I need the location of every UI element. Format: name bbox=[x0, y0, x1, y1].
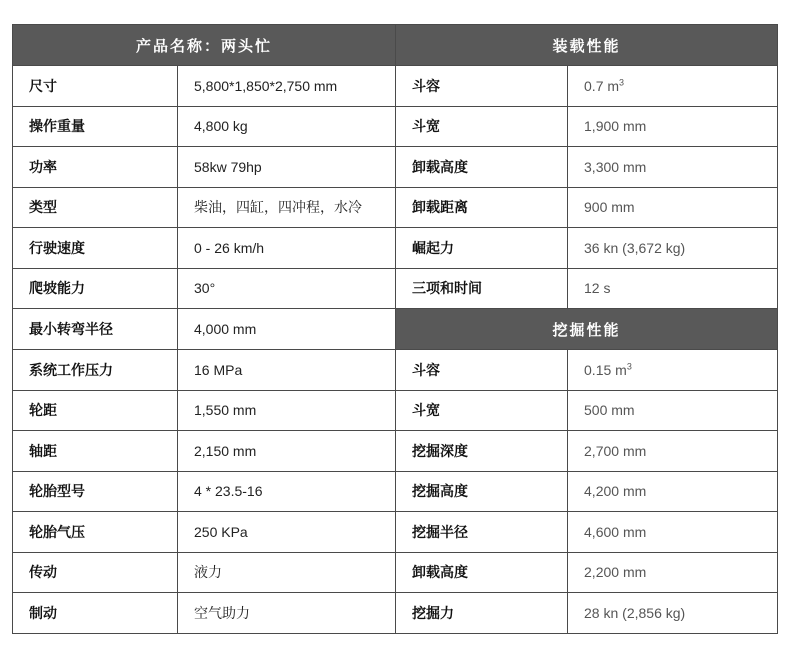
spec-value: 液力 bbox=[178, 552, 396, 593]
digging-value: 2,700 mm bbox=[568, 431, 778, 472]
loading-label: 三项和时间 bbox=[396, 268, 568, 309]
loading-performance-header: 装载性能 bbox=[396, 25, 778, 66]
digging-value-superscript: 3 bbox=[626, 361, 632, 372]
table-row bbox=[13, 228, 778, 269]
loading-value-superscript: 3 bbox=[619, 77, 625, 88]
spec-value: 30° bbox=[178, 268, 396, 309]
spec-value: 5,800*1,850*2,750 mm bbox=[178, 66, 396, 107]
spec-value: 空气助力 bbox=[178, 593, 396, 634]
digging-value: 28 kn (2,856 kg) bbox=[568, 593, 778, 634]
table-row bbox=[13, 268, 778, 309]
loading-value: 12 s bbox=[568, 268, 778, 309]
spec-label: 类型 bbox=[13, 187, 178, 228]
spec-value: 250 KPa bbox=[178, 512, 396, 553]
table-row bbox=[13, 147, 778, 188]
spec-label: 操作重量 bbox=[13, 106, 178, 147]
table-row bbox=[13, 552, 778, 593]
spec-label: 行驶速度 bbox=[13, 228, 178, 269]
table-row bbox=[13, 431, 778, 472]
table-header-row bbox=[13, 25, 778, 66]
spec-value: 4,000 mm bbox=[178, 309, 396, 350]
spec-label: 系统工作压力 bbox=[13, 350, 178, 391]
digging-label: 挖掘高度 bbox=[396, 471, 568, 512]
digging-value: 4,200 mm bbox=[568, 471, 778, 512]
table-row bbox=[13, 593, 778, 634]
digging-label: 斗容 bbox=[396, 350, 568, 391]
spec-label: 爬坡能力 bbox=[13, 268, 178, 309]
spec-value: 16 MPa bbox=[178, 350, 396, 391]
product-name-header: 产品名称：两头忙 bbox=[13, 25, 396, 66]
spec-value: 柴油，四缸，四冲程，水冷 bbox=[178, 187, 396, 228]
loading-label: 卸载高度 bbox=[396, 147, 568, 188]
spec-value: 4,800 kg bbox=[178, 106, 396, 147]
spec-label: 制动 bbox=[13, 593, 178, 634]
digging-label: 斗宽 bbox=[396, 390, 568, 431]
digging-value-text: 0.15 m bbox=[584, 361, 627, 378]
spec-table bbox=[12, 24, 778, 634]
loading-label: 崛起力 bbox=[396, 228, 568, 269]
loading-value: 1,900 mm bbox=[568, 106, 778, 147]
spec-label: 功率 bbox=[13, 147, 178, 188]
loading-value bbox=[568, 66, 778, 107]
spec-label: 尺寸 bbox=[13, 66, 178, 107]
digging-value: 500 mm bbox=[568, 390, 778, 431]
spec-label: 轴距 bbox=[13, 431, 178, 472]
table-row bbox=[13, 66, 778, 107]
table-row bbox=[13, 106, 778, 147]
spec-value: 1,550 mm bbox=[178, 390, 396, 431]
loading-value-text: 0.7 m bbox=[584, 77, 620, 94]
spec-label: 轮距 bbox=[13, 390, 178, 431]
spec-value: 4 * 23.5-16 bbox=[178, 471, 396, 512]
loading-label: 斗宽 bbox=[396, 106, 568, 147]
spec-label: 传动 bbox=[13, 552, 178, 593]
spec-label: 轮胎型号 bbox=[13, 471, 178, 512]
digging-label: 挖掘半径 bbox=[396, 512, 568, 553]
digging-performance-header: 挖掘性能 bbox=[396, 309, 778, 350]
loading-value: 900 mm bbox=[568, 187, 778, 228]
digging-value bbox=[568, 350, 778, 391]
table-row bbox=[13, 512, 778, 553]
table-row bbox=[13, 187, 778, 228]
spec-value: 0 - 26 km/h bbox=[178, 228, 396, 269]
spec-value: 58kw 79hp bbox=[178, 147, 396, 188]
spec-value: 2,150 mm bbox=[178, 431, 396, 472]
spec-label: 轮胎气压 bbox=[13, 512, 178, 553]
loading-label: 卸载距离 bbox=[396, 187, 568, 228]
loading-value: 3,300 mm bbox=[568, 147, 778, 188]
digging-label: 挖掘力 bbox=[396, 593, 568, 634]
loading-label: 斗容 bbox=[396, 66, 568, 107]
table-row bbox=[13, 471, 778, 512]
table-row bbox=[13, 350, 778, 391]
spec-label: 最小转弯半径 bbox=[13, 309, 178, 350]
loading-value: 36 kn (3,672 kg) bbox=[568, 228, 778, 269]
table-row bbox=[13, 309, 778, 350]
digging-label: 卸载高度 bbox=[396, 552, 568, 593]
digging-label: 挖掘深度 bbox=[396, 431, 568, 472]
table-row bbox=[13, 390, 778, 431]
digging-value: 2,200 mm bbox=[568, 552, 778, 593]
digging-value: 4,600 mm bbox=[568, 512, 778, 553]
